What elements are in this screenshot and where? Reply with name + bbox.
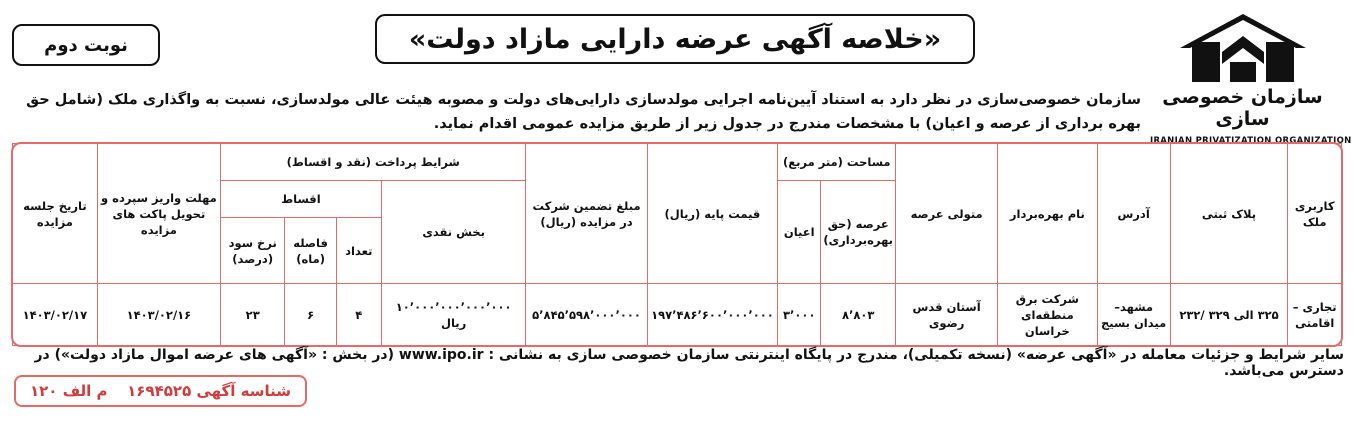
header-land: عرصه (حق بهره‌برداری) xyxy=(821,181,896,284)
ad-code: م الف ۱۲۰ xyxy=(30,382,108,400)
header-address: آدرس xyxy=(1097,144,1170,284)
cell-trustee: آستان قدس رضوی xyxy=(896,284,998,346)
header-installments: اقساط xyxy=(221,181,382,218)
cell-address: مشهد– میدان بسیج xyxy=(1097,284,1170,346)
header-row-1 xyxy=(13,144,1342,181)
table-row xyxy=(13,284,1342,346)
cell-rate: ۲۳ xyxy=(221,284,285,346)
header-meeting: تاریخ جلسه مزایده xyxy=(13,144,98,284)
ad-id-box xyxy=(14,375,307,407)
ad-id: شناسه آگهی ۱۶۹۴۵۲۵ xyxy=(127,382,291,400)
header-building: اعیان xyxy=(778,181,821,284)
header-interval: فاصله (ماه) xyxy=(285,218,336,284)
header-deadline: مهلت واریز سپرده و تحویل پاکت های مزایده xyxy=(97,144,220,284)
header-payment-group: شرایط پرداخت (نقد و اقساط) xyxy=(221,144,526,181)
round-badge: نوبت دوم xyxy=(12,24,160,66)
cell-count: ۴ xyxy=(336,284,381,346)
cell-deadline: ۱۴۰۳/۰۲/۱۶ xyxy=(97,284,220,346)
header-rate: نرخ سود (درصد) xyxy=(221,218,285,284)
auction-table xyxy=(12,143,1342,346)
header-usage: کاربری ملک xyxy=(1288,144,1342,284)
header-user: نام بهره‌بردار xyxy=(998,144,1098,284)
cell-interval: ۶ xyxy=(285,284,336,346)
logo-name-fa: سازمان خصوصی سازی xyxy=(1162,86,1323,130)
intro-paragraph: سازمان خصوصی‌سازی در نظر دارد به استناد آیین‌نامه اجرایی مولدسازی دارایی‌های دولت و مصوبه هیئت عالی مولدسازی، نسبت به واگذاری ملک (شامل حق بهره برداری از عرصه و اعیان) با مشخصات مندرج در جدول زیر از طریق مزایده عمومی اقدام نماید. xyxy=(26,92,1141,132)
cell-building: ۳٬۰۰۰ xyxy=(778,284,821,346)
cell-meeting: ۱۴۰۳/۰۲/۱۷ xyxy=(13,284,98,346)
page-title: «خلاصه آگهی عرضه دارایی مازاد دولت» xyxy=(375,14,975,64)
cell-deposit: ۵٬۸۴۵٬۵۹۸٬۰۰۰٬۰۰۰ xyxy=(526,284,647,346)
cell-land: ۸٬۸۰۳ xyxy=(821,284,896,346)
website-link[interactable]: www.ipo.ir xyxy=(398,347,484,363)
logo-name-en: IRANIAN PRIVATIZATION ORGANIZATION xyxy=(1150,136,1352,146)
footer-text-before: سایر شرایط و جزئیات معامله در «آگهی عرضه» (نسخه تکمیلی)، مندرج در پایگاه اینترنتی سازمان خصوصی سازی به نشانی : xyxy=(488,347,1344,363)
cell-base-price: ۱۹۷٬۴۸۶٬۶۰۰٬۰۰۰٬۰۰۰ xyxy=(647,284,778,346)
privatization-logo-icon xyxy=(1178,12,1308,84)
header-plate: پلاک ثبتی xyxy=(1170,144,1288,284)
footer-text-after: (در بخش : «آگهی های عرضه اموال مازاد دولت») در دسترس می‌باشد. xyxy=(34,347,1344,379)
cell-plate: ۳۲۵ الی ۳۲۹ /۲۳۲ xyxy=(1170,284,1288,346)
logo xyxy=(1150,12,1352,146)
header-area-group: مساحت (متر مربع) xyxy=(778,144,896,181)
header-base-price: قیمت پایه (ریال) xyxy=(647,144,778,284)
cell-usage: تجاری – اقامتی xyxy=(1288,284,1342,346)
header-trustee: متولی عرصه xyxy=(896,144,998,284)
cell-cash: ۱۰٬۰۰۰٬۰۰۰٬۰۰۰٬۰۰۰ ریال xyxy=(381,284,526,346)
header-cash: بخش نقدی xyxy=(381,181,526,284)
cell-user: شرکت برق منطقه‌ای خراسان xyxy=(998,284,1098,346)
header-deposit: مبلغ تضمین شرکت در مزایده (ریال) xyxy=(526,144,647,284)
header-count: تعداد xyxy=(336,218,381,284)
